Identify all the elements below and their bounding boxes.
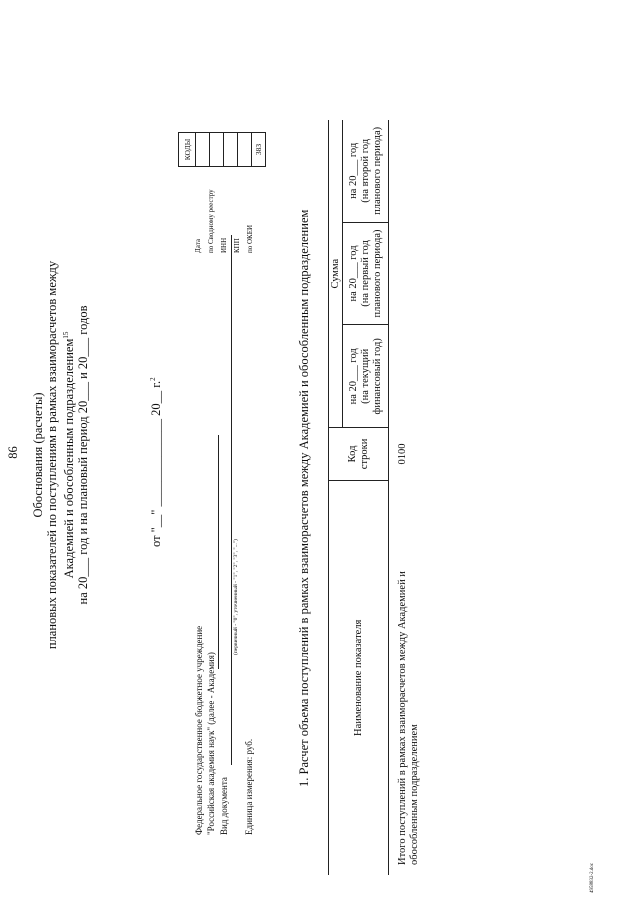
section-title: 1. Расчет объема поступлений в рамках взаиморасчетов между Академией и обособленным подразделением: [297, 209, 311, 787]
table-row: [389, 120, 429, 875]
document-title: [31, 155, 90, 755]
org-line-1: Федеральное государственное бюджетное учреждение: [194, 625, 204, 835]
col-sum-first-plan-year: на 20___ год (на первый год планового периода): [343, 222, 389, 325]
col-code-header: Код строки: [329, 428, 389, 480]
footer-filename: 4958832-2.doc: [590, 862, 595, 893]
footnote-15: 15: [62, 331, 70, 339]
col-sum-current-year: на 20___ год (на текущий финансовый год): [343, 325, 389, 428]
code-date[interactable]: [196, 133, 210, 167]
codes-header: КОДЫ: [179, 133, 196, 167]
code-registry[interactable]: [210, 133, 224, 167]
row-value-3[interactable]: [389, 120, 429, 222]
doc-type-field[interactable]: [231, 235, 232, 765]
row-value-2[interactable]: [389, 222, 429, 325]
col-sum-second-plan-year: на 20___ год (на второй год планового периода): [343, 120, 389, 222]
title-line-4: на 20___ год и на плановый период 20___ и 20___ годов: [76, 305, 91, 605]
row-name: Итого поступлений в рамках взаиморасчетов между Академией и обособленным подразделением: [397, 571, 420, 865]
unit-label: Единица измерения: руб.: [244, 738, 254, 835]
code-okei[interactable]: 383: [252, 133, 266, 167]
footnote-2: 2: [149, 377, 157, 381]
title-line-3: Академией и обособленным подразделением$^{15}$: [62, 331, 77, 579]
col-sum-header: Сумма: [329, 120, 343, 428]
label-okei: по ОКЕИ: [246, 224, 254, 253]
code-inn[interactable]: [224, 133, 238, 167]
doc-type-label: Вид документа: [219, 777, 229, 835]
codes-table: [178, 132, 266, 167]
title-line-1: Обоснования (расчеты): [31, 392, 45, 518]
page-number: 86: [6, 446, 20, 459]
label-date: Дата: [194, 239, 202, 253]
label-registry: по Сводному реестру: [207, 189, 215, 253]
row-value-1[interactable]: [389, 325, 429, 428]
org-line-2: "Российская академия наук" (далее - Академия): [206, 652, 216, 835]
calc-table: [328, 120, 429, 875]
date-line: от "__" ______________ 20__ г.$^2$: [149, 377, 164, 547]
row-code: 0100: [397, 443, 408, 465]
org-underline: [218, 435, 219, 669]
col-name-header: Наименование показателя: [329, 480, 389, 875]
label-inn: ИНН: [220, 237, 228, 253]
label-kpp: КПП: [233, 238, 241, 253]
title-line-2: плановых показателей по поступлениям в рамках взаиморасчетов между: [45, 260, 59, 650]
code-kpp[interactable]: [238, 133, 252, 167]
doc-type-hint: (первичный - "0", уточненный - "1", "2", "3", "..."): [233, 539, 239, 655]
